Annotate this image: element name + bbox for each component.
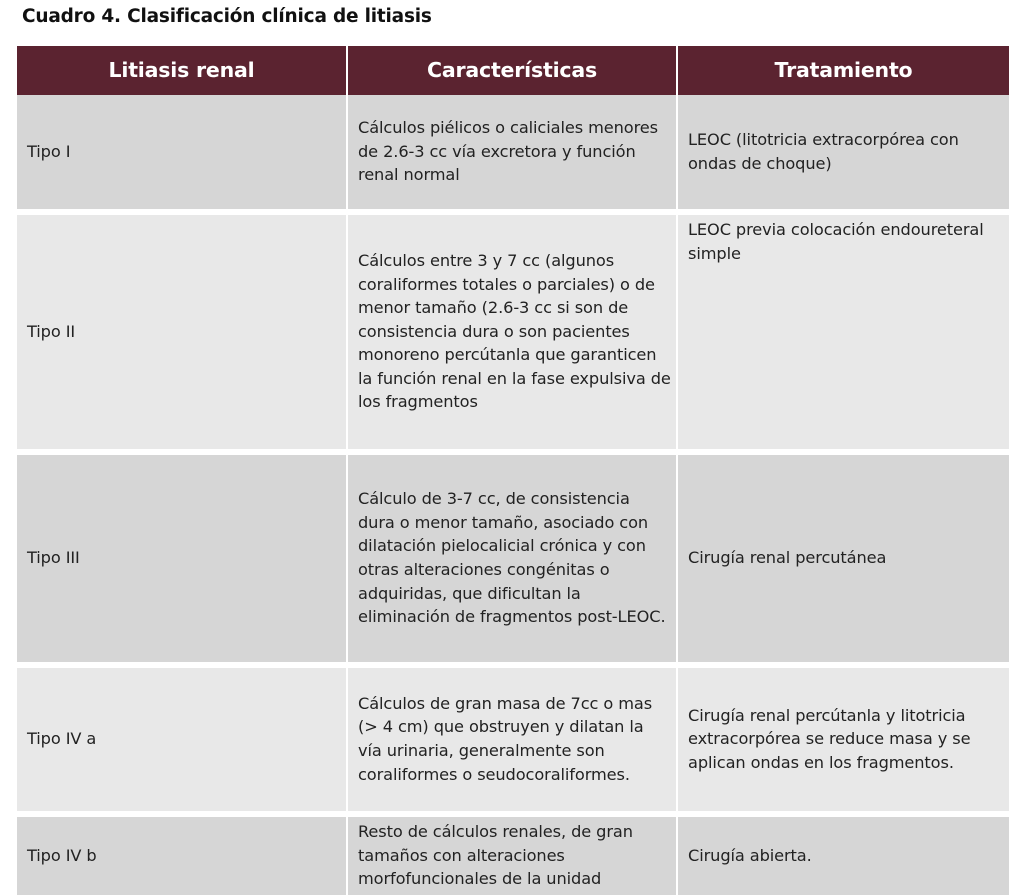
table-row [17,814,1009,895]
cell-type: Tipo IV a [17,665,347,814]
header-litiasis-renal: Litiasis renal [17,46,347,95]
cell-characteristics: Cálculos piélicos o caliciales menores de 2.6-3 cc vía excretora y función renal normal [347,95,677,212]
cell-characteristics: Cálculos entre 3 y 7 cc (algunos coraliformes totales o parciales) o de menor tamaño (2.6-3 cc si son de consistencia dura o son pacientes monoreno percútanla que garanticen la función renal en la fase expulsiva de los fragmentos [347,212,677,452]
cell-type: Tipo III [17,452,347,665]
lithiasis-classification-table [17,46,1009,895]
cell-characteristics: Cálculo de 3-7 cc, de consistencia dura o menor tamaño, asociado con dilatación pielocalicial crónica y con otras alteraciones congénitas o adquiridas, que dificultan la eliminación de fragmentos post-LEOC. [347,452,677,665]
table-row [17,665,1009,814]
cell-treatment: Cirugía renal percutánea [677,452,1009,665]
cell-treatment: Cirugía abierta. [677,814,1009,895]
cell-treatment: Cirugía renal percútanla y litotricia extracorpórea se reduce masa y se aplican ondas en los fragmentos. [677,665,1009,814]
cell-treatment: LEOC (litotricia extracorpórea con ondas de choque) [677,95,1009,212]
table-row [17,95,1009,212]
cell-characteristics: Cálculos de gran masa de 7cc o mas (> 4 cm) que obstruyen y dilatan la vía urinaria, generalmente son coraliformes o seudocoraliformes. [347,665,677,814]
cell-treatment: LEOC previa colocación endoureteral simple [677,212,1009,452]
header-caracteristicas: Características [347,46,677,95]
table-caption: Cuadro 4. Clasificación clínica de litiasis [22,6,432,27]
table-row [17,452,1009,665]
cell-type: Tipo I [17,95,347,212]
header-row [17,46,1009,95]
header-tratamiento: Tratamiento [677,46,1009,95]
table-body [17,95,1009,895]
cell-characteristics: Resto de cálculos renales, de gran tamaños con alteraciones morfofuncionales de la unidad [347,814,677,895]
table-row [17,212,1009,452]
cell-type: Tipo II [17,212,347,452]
table-header [17,46,1009,95]
cell-type: Tipo IV b [17,814,347,895]
